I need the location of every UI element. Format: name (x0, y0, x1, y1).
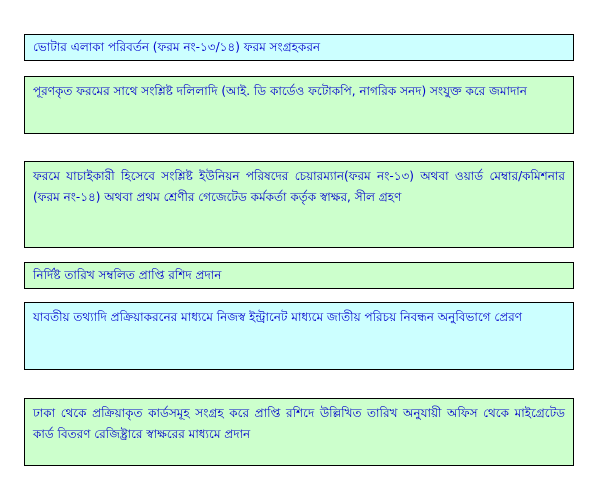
step-collect-form (24, 34, 574, 61)
step-text: যাবতীয় তথ্যাদি প্রক্রিয়াকরনের মাধ্যমে নিজস্ব ইন্ট্রানেট মাধ্যমে জাতীয় পরিচয় নিবন্ধন অনুবিভাগে প্রেরণ (33, 310, 523, 324)
step-receipt (24, 262, 574, 289)
step-text: নির্দিষ্ট তারিখ সম্বলিত প্রাপ্তি রশিদ প্রদান (33, 268, 222, 282)
step-verification-signature (24, 161, 574, 248)
step-submit-documents (24, 76, 574, 134)
step-text: ভোটার এলাকা পরিবর্তন (ফরম নং-১৩/১৪) ফরম সংগ্রহকরন (33, 40, 321, 54)
step-text: ফরমে যাচাইকারী হিসেবে সংশ্লিষ্ট ইউনিয়ন পরিষদের চেয়ারম্যান(ফরম নং-১৩) অথবা ওয়ার্ড মেম্বার/কমিশনার (ফরম নং-১৪) অথবা প্রথম শ্রেণীর গেজেটেড কর্মকর্তা কর্তৃক স্বাক্ষর, সীল গ্রহণ (33, 169, 565, 204)
step-text: ঢাকা থেকে প্রক্রিয়াকৃত কার্ডসমূহ সংগ্রহ করে প্রাপ্তি রশিদে উল্লিখিত তারিখ অনুযায়ী অফিস থেকে মাইগ্রেটেড কার্ড বিতরণ রেজিষ্ট্রারে স্বাক্ষরের মাধ্যমে প্রদান (33, 406, 565, 441)
step-text: পূরণকৃত ফরমের সাথে সংশ্লিষ্ট দলিলাদি (আই. ডি কার্ডেও ফটোকপি, নাগরিক সনদ) সংযুক্ত করে জমাদান (33, 84, 527, 98)
step-send-to-nid-wing (24, 302, 574, 370)
step-card-distribution (24, 398, 574, 466)
